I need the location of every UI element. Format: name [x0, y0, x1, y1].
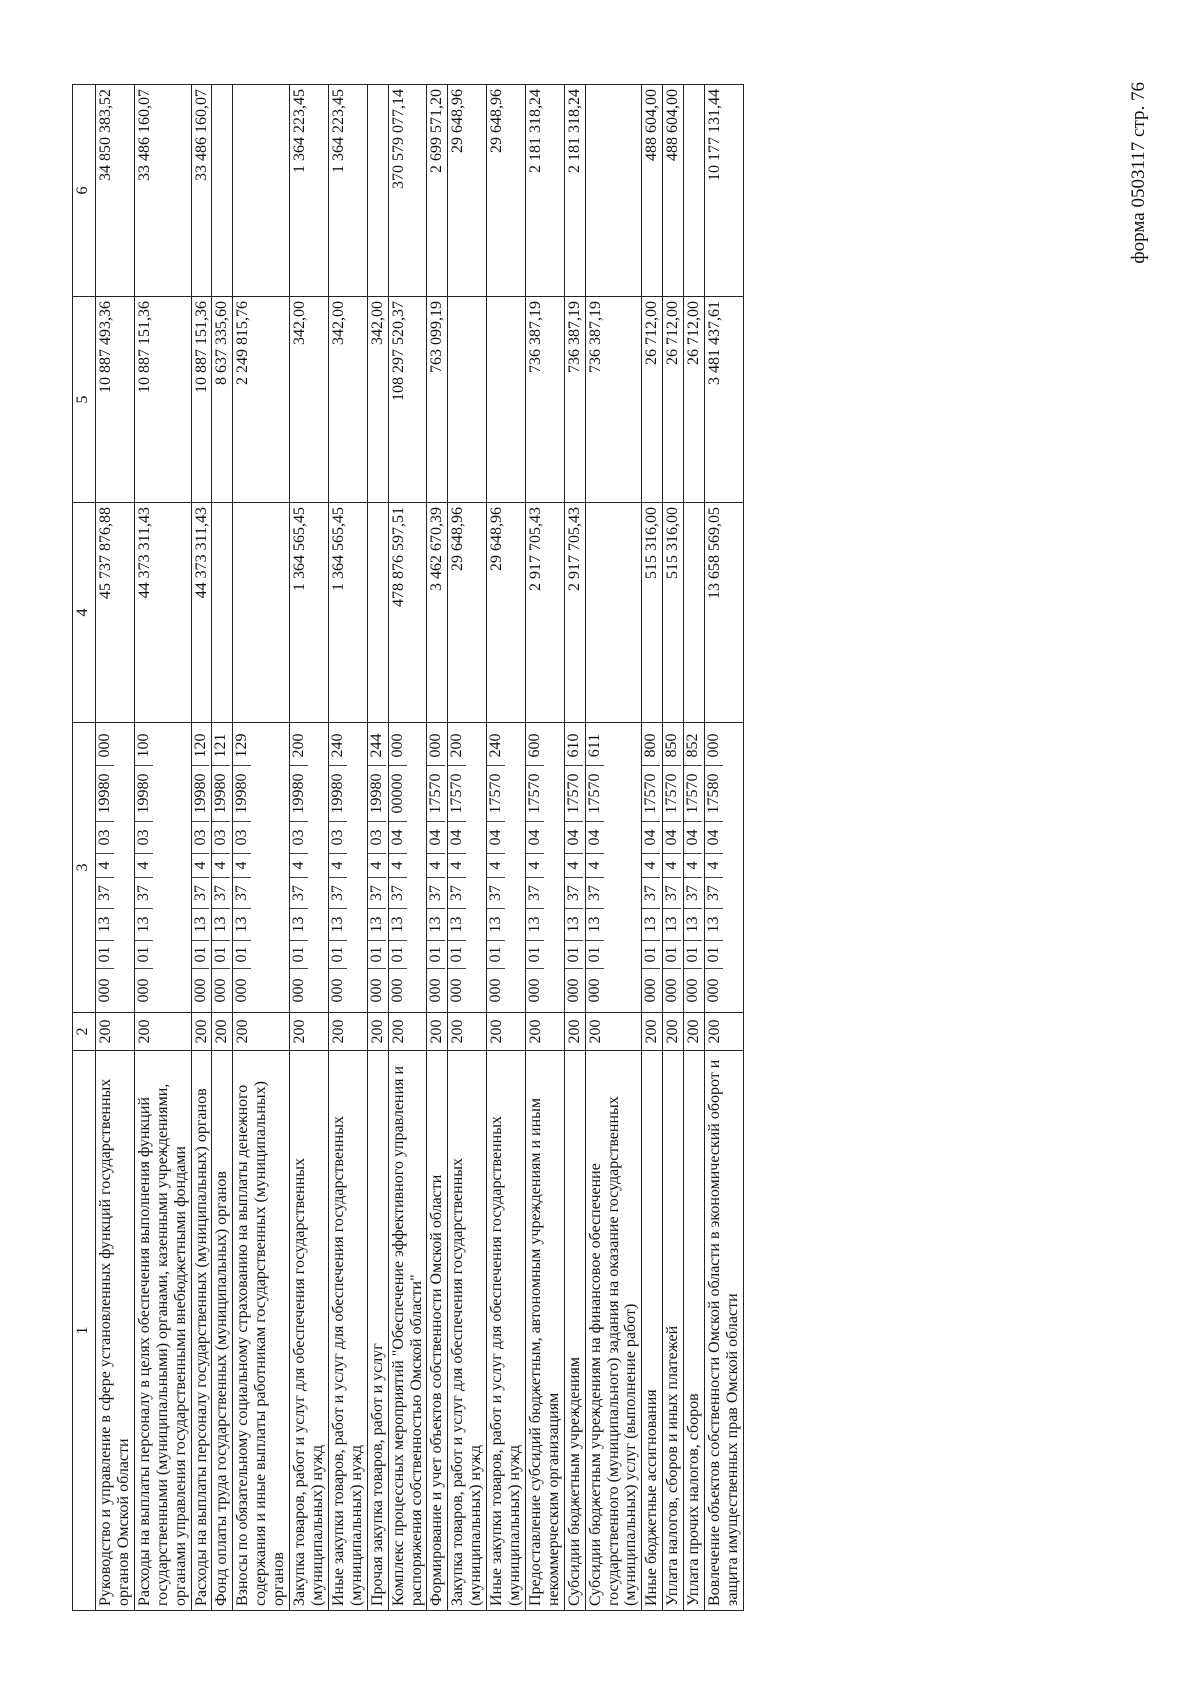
row-classification-code	[388, 723, 427, 1013]
row-unexecuted: 2 699 571,20	[427, 85, 448, 297]
row-unexecuted	[367, 85, 388, 297]
code-segment: 37	[192, 877, 210, 908]
row-classification-code	[427, 723, 448, 1013]
code-segment: 4	[487, 853, 505, 877]
code-segment: 01	[96, 940, 114, 968]
code-segment: 01	[448, 940, 466, 968]
header-row	[73, 85, 96, 1611]
code-segment: 37	[526, 877, 544, 908]
code-segment: 19980	[329, 765, 347, 821]
code-segment: 01	[526, 940, 544, 968]
row-classification-code	[663, 723, 684, 1013]
code-segment: 13	[565, 908, 583, 940]
code-segment: 240	[487, 733, 505, 758]
code-segment: 13	[290, 908, 308, 940]
code-segment: 000	[705, 968, 723, 1012]
row-line-code: 200	[388, 1013, 427, 1051]
code-segment: 17570	[526, 765, 544, 821]
row-name: Иные закупки товаров, работ и услуг для обеспечения государственных (муниципальных) нужд	[487, 1051, 526, 1611]
row-executed: 763 099,19	[427, 297, 448, 503]
code-segment: 17570	[684, 765, 702, 821]
code-segment: 4	[586, 853, 604, 877]
code-segment: 01	[565, 940, 583, 968]
row-classification-code	[134, 723, 191, 1013]
row-line-code: 200	[585, 1013, 642, 1051]
row-line-code: 200	[328, 1013, 367, 1051]
row-line-code: 200	[487, 1013, 526, 1051]
row-approved	[684, 503, 705, 723]
code-segment: 13	[586, 908, 604, 940]
code-segment: 04	[565, 821, 583, 853]
code-segment: 800	[642, 733, 660, 758]
code-segment: 600	[525, 733, 543, 758]
row-executed: 2 249 815,76	[233, 297, 290, 503]
code-segment: 19980	[192, 765, 210, 821]
row-classification-code	[705, 723, 744, 1013]
row-name: Уплата налогов, сборов и иных платежей	[663, 1051, 684, 1611]
code-segment: 37	[663, 877, 681, 908]
table-row	[448, 85, 487, 1611]
row-name: Формирование и учет объектов собственности Омской области	[427, 1051, 448, 1611]
code-segment: 17580	[705, 765, 723, 821]
code-segment: 4	[135, 853, 153, 877]
code-segment: 000	[565, 968, 583, 1012]
row-executed: 10 887 151,36	[191, 297, 212, 503]
row-executed: 342,00	[328, 297, 367, 503]
row-line-code: 200	[525, 1013, 564, 1051]
code-segment: 120	[191, 733, 209, 758]
code-segment: 611	[585, 733, 603, 758]
code-segment: 19980	[212, 765, 230, 821]
header-col-2: 2	[73, 1013, 96, 1051]
row-name: Расходы на выплаты персоналу в целях обеспечения выполнения функций государственными (муниципальными) органами, казенными учреждениями, органами управления государственными внебюджетными фондами	[134, 1051, 191, 1611]
code-segment: 37	[135, 877, 153, 908]
code-segment: 4	[368, 853, 386, 877]
row-name: Иные бюджетные ассигнования	[642, 1051, 663, 1611]
row-line-code: 200	[448, 1013, 487, 1051]
row-classification-code	[367, 723, 388, 1013]
table-row	[233, 85, 290, 1611]
code-segment: 000	[448, 968, 466, 1012]
table-row	[642, 85, 663, 1611]
code-segment: 850	[663, 733, 681, 758]
row-unexecuted: 33 486 160,07	[134, 85, 191, 297]
row-line-code: 200	[233, 1013, 290, 1051]
code-segment: 03	[96, 821, 114, 853]
row-executed: 10 887 151,36	[134, 297, 191, 503]
row-approved: 1 364 565,45	[328, 503, 367, 723]
row-line-code: 200	[663, 1013, 684, 1051]
row-classification-code	[642, 723, 663, 1013]
code-segment: 000	[487, 968, 505, 1012]
code-segment: 610	[564, 733, 582, 758]
table-row	[388, 85, 427, 1611]
row-classification-code	[191, 723, 212, 1013]
row-name: Руководство и управление в сфере установленных функций государственных органов Омской области	[96, 1051, 135, 1611]
row-unexecuted: 488 604,00	[663, 85, 684, 297]
row-unexecuted: 10 177 131,44	[705, 85, 744, 297]
code-segment: 4	[663, 853, 681, 877]
header-col-1: 1	[73, 1051, 96, 1611]
row-approved	[367, 503, 388, 723]
row-executed: 342,00	[290, 297, 329, 503]
table-row	[564, 85, 585, 1611]
row-name: Вовлечение объектов собственности Омской области в экономический оборот и защита имущественных прав Омской области	[705, 1051, 744, 1611]
code-segment: 4	[684, 853, 702, 877]
code-segment: 03	[192, 821, 210, 853]
code-segment: 01	[684, 940, 702, 968]
code-segment: 04	[684, 821, 702, 853]
row-approved: 44 373 311,43	[134, 503, 191, 723]
table-row	[487, 85, 526, 1611]
row-line-code: 200	[212, 1013, 233, 1051]
code-segment: 4	[642, 853, 660, 877]
code-segment: 37	[487, 877, 505, 908]
code-segment: 000	[427, 733, 445, 758]
row-executed: 342,00	[367, 297, 388, 503]
code-segment: 37	[329, 877, 347, 908]
row-classification-code	[233, 723, 290, 1013]
row-line-code: 200	[427, 1013, 448, 1051]
code-segment: 04	[526, 821, 544, 853]
row-approved: 45 737 876,88	[96, 503, 135, 723]
code-segment: 01	[135, 940, 153, 968]
table-row	[212, 85, 233, 1611]
table-row	[663, 85, 684, 1611]
code-segment: 13	[135, 908, 153, 940]
code-segment: 04	[389, 821, 407, 853]
row-classification-code	[290, 723, 329, 1013]
row-executed: 3 481 437,61	[705, 297, 744, 503]
table-row	[191, 85, 212, 1611]
row-unexecuted: 370 579 077,14	[388, 85, 427, 297]
code-segment: 01	[642, 940, 660, 968]
table-row	[96, 85, 135, 1611]
row-unexecuted: 29 648,96	[487, 85, 526, 297]
row-approved: 29 648,96	[448, 503, 487, 723]
code-segment: 000	[135, 968, 153, 1012]
code-segment: 4	[212, 853, 230, 877]
row-classification-code	[684, 723, 705, 1013]
code-segment: 37	[212, 877, 230, 908]
code-segment: 04	[448, 821, 466, 853]
code-segment: 37	[586, 877, 604, 908]
code-segment: 852	[684, 733, 702, 758]
code-segment: 01	[329, 940, 347, 968]
header-col-4: 4	[73, 503, 96, 723]
code-segment: 4	[705, 853, 723, 877]
row-classification-code	[448, 723, 487, 1013]
code-segment: 13	[368, 908, 386, 940]
code-segment: 37	[705, 877, 723, 908]
row-line-code: 200	[642, 1013, 663, 1051]
code-segment: 37	[96, 877, 114, 908]
code-segment: 000	[233, 968, 251, 1012]
row-name: Прочая закупка товаров, работ и услуг	[367, 1051, 388, 1611]
code-segment: 00000	[389, 765, 407, 821]
code-segment: 37	[389, 877, 407, 908]
code-segment: 4	[233, 853, 251, 877]
code-segment: 04	[663, 821, 681, 853]
code-segment: 129	[233, 733, 251, 758]
code-segment: 37	[684, 877, 702, 908]
row-approved	[212, 503, 233, 723]
code-segment: 17570	[427, 765, 445, 821]
code-segment: 4	[565, 853, 583, 877]
code-segment: 01	[233, 940, 251, 968]
code-segment: 13	[389, 908, 407, 940]
code-segment: 4	[526, 853, 544, 877]
code-segment: 19980	[368, 765, 386, 821]
row-name: Закупка товаров, работ и услуг для обеспечения государственных (муниципальных) нужд	[448, 1051, 487, 1611]
row-unexecuted	[212, 85, 233, 297]
row-name: Субсидии бюджетным учреждениям на финансовое обеспечение государственного (муниципального) задания на оказание государственных (муниципальных) услуг (выполнение работ)	[585, 1051, 642, 1611]
row-unexecuted: 29 648,96	[448, 85, 487, 297]
row-executed	[448, 297, 487, 503]
table-row	[134, 85, 191, 1611]
table-row	[525, 85, 564, 1611]
row-line-code: 200	[134, 1013, 191, 1051]
code-segment: 000	[389, 968, 407, 1012]
code-segment: 37	[565, 877, 583, 908]
code-segment: 01	[212, 940, 230, 968]
code-segment: 03	[212, 821, 230, 853]
header-col-5: 5	[73, 297, 96, 503]
code-segment: 000	[388, 733, 406, 758]
row-unexecuted	[233, 85, 290, 297]
row-approved: 1 364 565,45	[290, 503, 329, 723]
code-segment: 19980	[96, 765, 114, 821]
row-unexecuted	[684, 85, 705, 297]
code-segment: 04	[705, 821, 723, 853]
code-segment: 000	[368, 968, 386, 1012]
row-executed: 8 637 335,60	[212, 297, 233, 503]
code-segment: 000	[192, 968, 210, 1012]
code-segment: 4	[96, 853, 114, 877]
code-segment: 01	[487, 940, 505, 968]
row-approved: 2 917 705,43	[525, 503, 564, 723]
table-row	[367, 85, 388, 1611]
row-unexecuted: 34 850 383,52	[96, 85, 135, 297]
code-segment: 000	[290, 968, 308, 1012]
code-segment: 000	[427, 968, 445, 1012]
code-segment: 000	[642, 968, 660, 1012]
code-segment: 244	[367, 733, 385, 758]
code-segment: 37	[290, 877, 308, 908]
row-executed: 108 297 520,37	[388, 297, 427, 503]
code-segment: 4	[427, 853, 445, 877]
row-approved: 3 462 670,39	[427, 503, 448, 723]
code-segment: 4	[448, 853, 466, 877]
code-segment: 13	[192, 908, 210, 940]
row-name: Субсидии бюджетным учреждениям	[564, 1051, 585, 1611]
code-segment: 01	[427, 940, 445, 968]
code-segment: 13	[233, 908, 251, 940]
row-line-code: 200	[96, 1013, 135, 1051]
row-classification-code	[212, 723, 233, 1013]
row-name: Закупка товаров, работ и услуг для обеспечения государственных (муниципальных) нужд	[290, 1051, 329, 1611]
code-segment: 13	[642, 908, 660, 940]
code-segment: 13	[487, 908, 505, 940]
row-line-code: 200	[191, 1013, 212, 1051]
code-segment: 4	[290, 853, 308, 877]
code-segment: 13	[684, 908, 702, 940]
row-unexecuted: 2 181 318,24	[564, 85, 585, 297]
row-line-code: 200	[684, 1013, 705, 1051]
code-segment: 04	[427, 821, 445, 853]
code-segment: 13	[663, 908, 681, 940]
form-caption: форма 0503117 стр. 76	[1128, 82, 1149, 264]
code-segment: 13	[212, 908, 230, 940]
row-classification-code	[525, 723, 564, 1013]
code-segment: 17570	[565, 765, 583, 821]
table-row	[427, 85, 448, 1611]
code-segment: 13	[329, 908, 347, 940]
row-approved: 515 316,00	[663, 503, 684, 723]
code-segment: 000	[212, 968, 230, 1012]
code-segment: 17570	[586, 765, 604, 821]
row-approved: 13 658 569,05	[705, 503, 744, 723]
code-segment: 000	[705, 733, 723, 758]
code-segment: 01	[389, 940, 407, 968]
code-segment: 000	[96, 733, 113, 758]
row-approved	[233, 503, 290, 723]
table-row	[684, 85, 705, 1611]
row-name: Предоставление субсидий бюджетным, автономным учреждениям и иным некоммерческим организациям	[525, 1051, 564, 1611]
code-segment: 37	[233, 877, 251, 908]
row-line-code: 200	[705, 1013, 744, 1051]
row-executed: 26 712,00	[642, 297, 663, 503]
row-line-code: 200	[367, 1013, 388, 1051]
header-col-3: 3	[73, 723, 96, 1013]
row-classification-code	[328, 723, 367, 1013]
row-executed: 10 887 493,36	[96, 297, 135, 503]
code-segment: 100	[134, 733, 152, 758]
code-segment: 37	[427, 877, 445, 908]
row-name: Комплекс процессных мероприятий "Обеспечение эффективного управления и распоряжения собственностью Омской области"	[388, 1051, 427, 1611]
code-segment: 17570	[487, 765, 505, 821]
row-approved: 29 648,96	[487, 503, 526, 723]
row-line-code: 200	[564, 1013, 585, 1051]
code-segment: 19980	[233, 765, 251, 821]
code-segment: 37	[368, 877, 386, 908]
row-unexecuted: 1 364 223,45	[328, 85, 367, 297]
code-segment: 03	[329, 821, 347, 853]
code-segment: 04	[642, 821, 660, 853]
code-segment: 37	[448, 877, 466, 908]
code-segment: 200	[448, 733, 466, 758]
code-segment: 13	[448, 908, 466, 940]
code-segment: 03	[290, 821, 308, 853]
row-classification-code	[487, 723, 526, 1013]
code-segment: 240	[328, 733, 346, 758]
header-col-6: 6	[73, 85, 96, 297]
code-segment: 03	[135, 821, 153, 853]
row-classification-code	[585, 723, 642, 1013]
row-executed: 736 387,19	[525, 297, 564, 503]
table-row	[328, 85, 367, 1611]
row-name: Уплата прочих налогов, сборов	[684, 1051, 705, 1611]
row-executed: 736 387,19	[585, 297, 642, 503]
code-segment: 13	[705, 908, 723, 940]
row-unexecuted: 1 364 223,45	[290, 85, 329, 297]
row-executed	[487, 297, 526, 503]
code-segment: 19980	[135, 765, 153, 821]
code-segment: 4	[329, 853, 347, 877]
code-segment: 121	[212, 733, 230, 758]
code-segment: 01	[192, 940, 210, 968]
row-unexecuted: 488 604,00	[642, 85, 663, 297]
budget-table	[72, 84, 744, 1611]
code-segment: 01	[368, 940, 386, 968]
row-unexecuted	[585, 85, 642, 297]
code-segment: 4	[192, 853, 210, 877]
code-segment: 000	[526, 968, 544, 1012]
table-row	[290, 85, 329, 1611]
code-segment: 17570	[642, 765, 660, 821]
code-segment: 13	[96, 908, 114, 940]
code-segment: 04	[586, 821, 604, 853]
code-segment: 000	[684, 968, 702, 1012]
row-classification-code	[564, 723, 585, 1013]
code-segment: 17570	[448, 765, 466, 821]
code-segment: 19980	[290, 765, 308, 821]
code-segment: 01	[705, 940, 723, 968]
code-segment: 37	[642, 877, 660, 908]
row-executed: 26 712,00	[663, 297, 684, 503]
code-segment: 000	[663, 968, 681, 1012]
table-row	[585, 85, 642, 1611]
row-approved: 478 876 597,51	[388, 503, 427, 723]
code-segment: 01	[586, 940, 604, 968]
code-segment: 03	[368, 821, 386, 853]
row-approved	[585, 503, 642, 723]
code-segment: 04	[487, 821, 505, 853]
row-executed: 26 712,00	[684, 297, 705, 503]
code-segment: 4	[389, 853, 407, 877]
row-classification-code	[96, 723, 135, 1013]
table-row	[705, 85, 744, 1611]
code-segment: 01	[290, 940, 308, 968]
code-segment: 000	[329, 968, 347, 1012]
row-unexecuted: 33 486 160,07	[191, 85, 212, 297]
row-approved: 515 316,00	[642, 503, 663, 723]
code-segment: 13	[427, 908, 445, 940]
code-segment: 000	[96, 968, 114, 1012]
table-body	[96, 85, 744, 1611]
row-name: Иные закупки товаров, работ и услуг для обеспечения государственных (муниципальных) нужд	[328, 1051, 367, 1611]
row-name: Фонд оплаты труда государственных (муниципальных) органов	[212, 1051, 233, 1611]
row-unexecuted: 2 181 318,24	[525, 85, 564, 297]
code-segment: 13	[526, 908, 544, 940]
row-name: Расходы на выплаты персоналу государственных (муниципальных) органов	[191, 1051, 212, 1611]
row-approved: 44 373 311,43	[191, 503, 212, 723]
code-segment: 03	[233, 821, 251, 853]
code-segment: 01	[663, 940, 681, 968]
row-name: Взносы по обязательному социальному страхованию на выплаты денежного содержания и иные выплаты работникам государственных (муниципальных) органов	[233, 1051, 290, 1611]
code-segment: 17570	[663, 765, 681, 821]
row-line-code: 200	[290, 1013, 329, 1051]
row-approved: 2 917 705,43	[564, 503, 585, 723]
code-segment: 200	[290, 733, 308, 758]
row-executed: 736 387,19	[564, 297, 585, 503]
code-segment: 000	[586, 968, 604, 1012]
